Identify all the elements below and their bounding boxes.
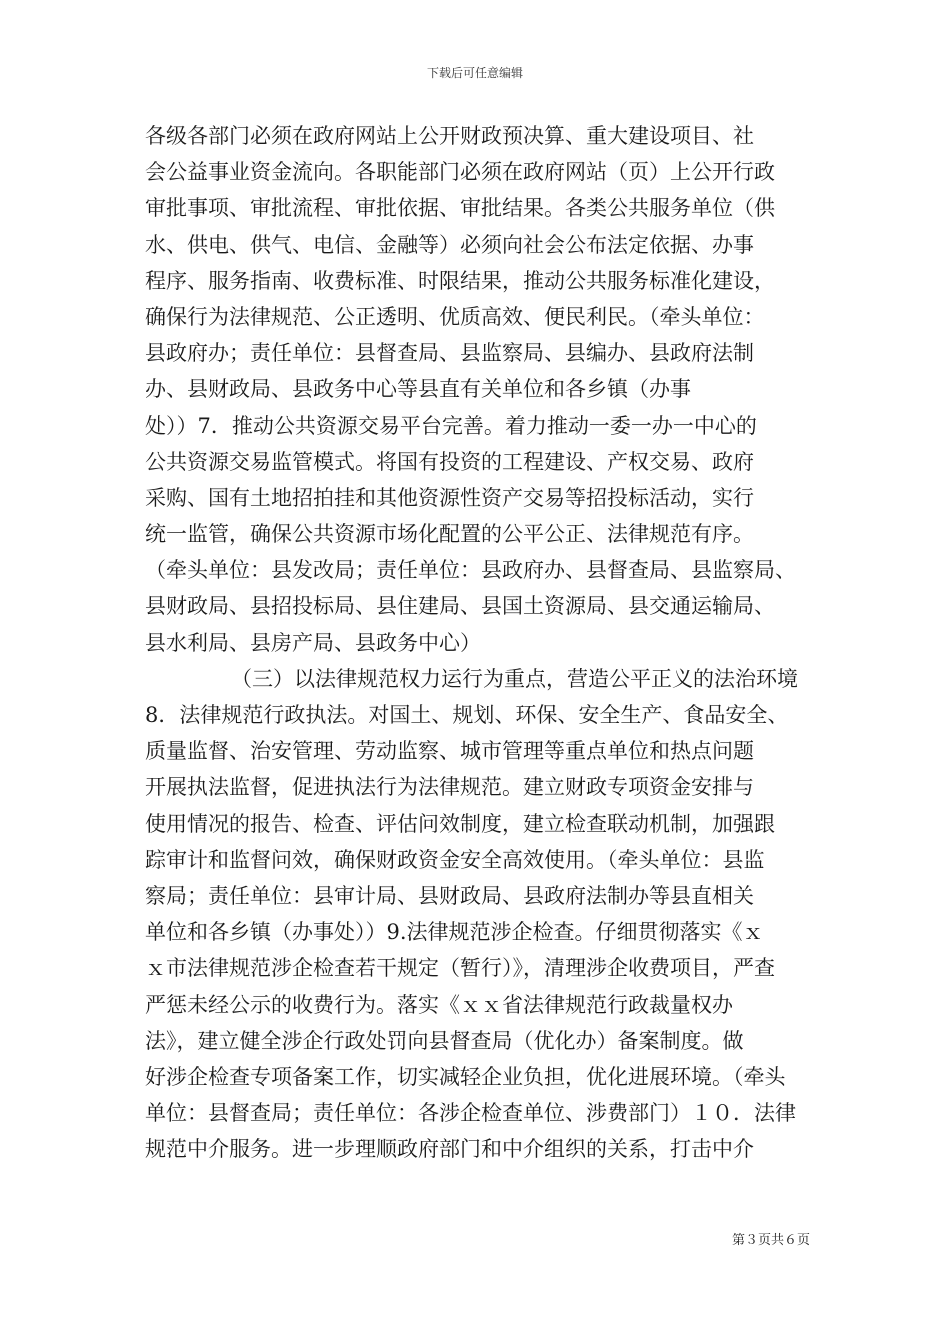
body-line: 会公益事业资金流向。各职能部门必须在政府网站（页）上公开行政: [145, 160, 775, 185]
body-line: 县水利局、县房产局、县政务中心）: [145, 630, 481, 655]
body-line: 办、县财政局、县政务中心等县直有关单位和各乡镇（办事: [145, 377, 691, 402]
body-line: 采购、国有土地招拍挂和其他资源性资产交易等招投标活动，实行: [145, 485, 754, 510]
body-line: 踪审计和监督问效，确保财政资金安全高效使用。（牵头单位：县监: [145, 847, 765, 872]
section-heading: （三）以法律规范权力运行为重点，营造公平正义的法治环境: [231, 666, 798, 691]
body-line: 公共资源交易监管模式。将国有投资的工程建设、产权交易、政府: [145, 449, 754, 474]
body-line: 严惩未经公示的收费行为。落实《ｘｘ省法律规范行政裁量权办: [145, 992, 733, 1017]
body-line: 县财政局、县招投标局、县住建局、县国土资源局、县交通运输局、: [145, 594, 775, 619]
body-line: 好涉企检查专项备案工作，切实减轻企业负担，优化进展环境。（牵头: [145, 1064, 786, 1089]
body-line: 规范中介服务。进一步理顺政府部门和中介组织的关系，打击中介: [145, 1137, 754, 1162]
body-line: 开展执法监督，促进执法行为法律规范。建立财政专项资金安排与: [145, 775, 754, 800]
page-number: 第３页共６页: [731, 1233, 810, 1248]
body-line: 质量监督、治安管理、劳动监察、城市管理等重点单位和热点问题: [145, 739, 754, 764]
document-body: [145, 118, 817, 1167]
body-line: 确保行为法律规范、公正透明、优质高效、便民利民。（牵头单位：: [145, 304, 765, 329]
body-line: 使用情况的报告、检查、评估问效制度，建立检查联动机制，加强跟: [145, 811, 775, 836]
body-line: 处））7．推动公共资源交易平台完善。着力推动一委一办一中心的: [145, 413, 757, 438]
body-line: 审批事项、审批流程、审批依据、审批结果。各类公共服务单位（供: [145, 196, 775, 221]
body-line: 各级各部门必须在政府网站上公开财政预决算、重大建设项目、社: [145, 124, 754, 148]
body-line: 8．法律规范行政执法。对国土、规划、环保、安全生产、食品安全、: [145, 703, 789, 727]
body-line: 察局；责任单位：县审计局、县财政局、县政府法制办等县直相关: [145, 883, 754, 908]
body-line: 水、供电、供气、电信、金融等）必须向社会公布法定依据、办事: [145, 232, 754, 257]
body-line: 单位和各乡镇（办事处））9.法律规范涉企检查。仔细贯彻落实《ｘ: [145, 920, 764, 945]
body-line: 程序、服务指南、收费标准、时限结果，推动公共服务标准化建设，: [145, 268, 775, 293]
page-header: 下载后可任意编辑: [426, 66, 523, 80]
body-line: 法》，建立健全涉企行政处罚向县督查局（优化办）备案制度。做: [145, 1028, 744, 1053]
body-line: ｘ市法律规范涉企检查若干规定（暂行）》，清理涉企收费项目，严查: [145, 956, 775, 981]
body-line: （牵头单位：县发改局；责任单位：县政府办、县督查局、县监察局、: [145, 558, 796, 583]
body-line: 县政府办；责任单位：县督查局、县监察局、县编办、县政府法制: [145, 341, 754, 366]
body-line: 统一监管，确保公共资源市场化配置的公平公正、法律规范有序。: [145, 522, 754, 547]
body-line: 单位：县督查局；责任单位：各涉企检查单位、涉费部门）１０．法律: [145, 1101, 796, 1126]
